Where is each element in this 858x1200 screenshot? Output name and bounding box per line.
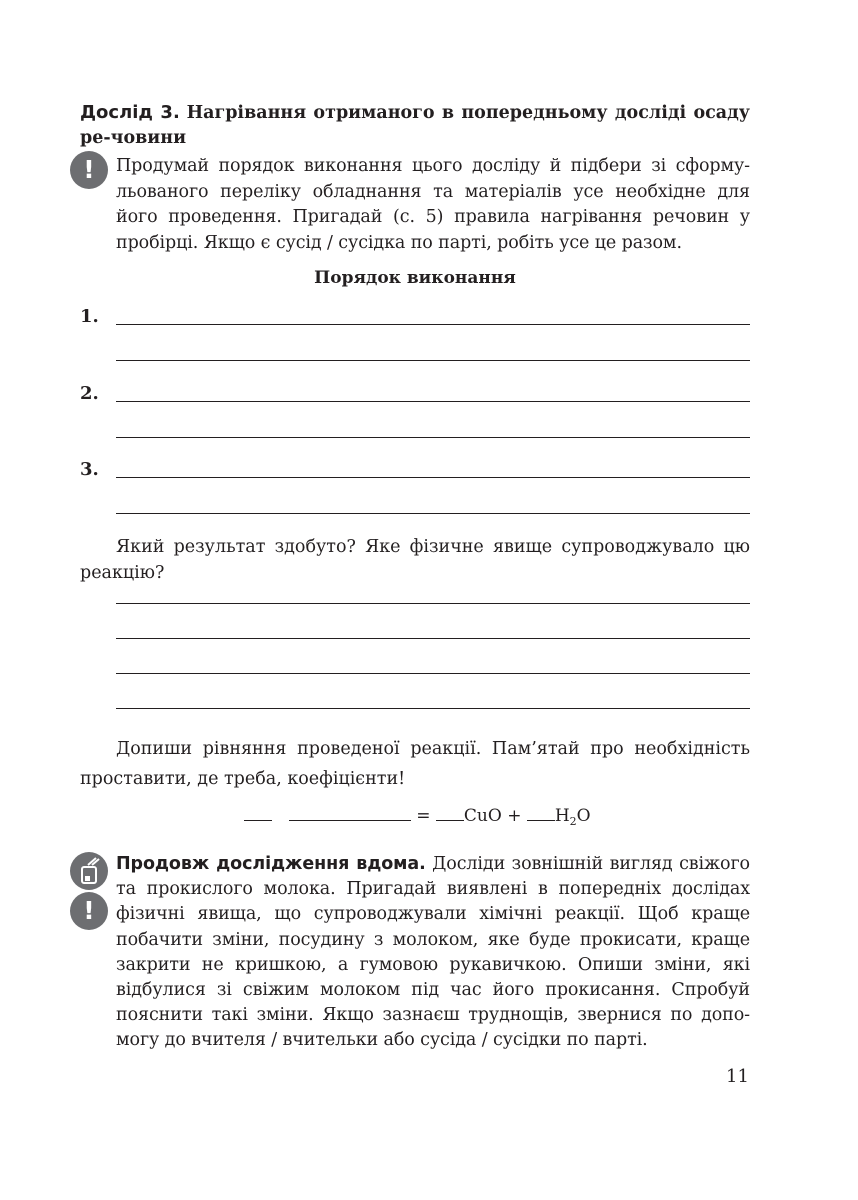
answer-line[interactable] — [116, 603, 750, 604]
answer-line[interactable] — [116, 401, 750, 402]
plus-sign: + — [507, 806, 522, 826]
equals-sign: = — [416, 806, 431, 826]
step-number: 3. — [80, 459, 99, 480]
product-water: $H_2O$ — [554, 806, 591, 828]
coefficient-blank[interactable] — [244, 819, 272, 821]
home-task-icon — [70, 852, 108, 890]
chemical-equation — [244, 806, 591, 826]
step-number: 2. — [80, 383, 99, 404]
coefficient-blank[interactable] — [436, 819, 464, 821]
coefficient-blank[interactable] — [527, 819, 555, 821]
home-research-text — [116, 852, 750, 1054]
answer-line[interactable] — [116, 708, 750, 709]
exclamation-icon: ! — [70, 892, 108, 930]
home-body: Досліди зовнішній вигляд свіжого та прокислого молока. Пригадай виявлені в попередніх дослідах фізичні явища, що супроводжували хімічні реакції. Щоб краще побачити зміни, посудину з молоком, яке буде прокисати, краще закрити не кришкою, а гумовою рукавичкою. Опиши зміни, які відбулися зі свіжим молоком під час його прокисання. Спробуй пояснити такі зміни. Якщо зазнаєш труднощів, звернися по допо-могу до вчителя / вчительки або сусіда / сусідки по парті. — [116, 854, 750, 1051]
experiment-title: Нагрівання отриманого в попередньому досліді осаду ре-човини — [80, 103, 750, 148]
home-label: Продовж дослідження вдома. — [116, 854, 426, 874]
procedure-title: Порядок виконання — [314, 268, 516, 288]
answer-line[interactable] — [116, 437, 750, 438]
instructions-text: Продумай порядок виконання цього досліду й підбери зі сформу-льованого переліку обладнання та матеріалів усе необхідне для його проведення. Пригадай (с. 5) правила нагрівання речовин у пробірці. Якщо є сусід / сусідка по парті, робіть усе це разом. — [116, 156, 750, 253]
experiment-heading — [80, 100, 750, 151]
page-number: 11 — [726, 1066, 749, 1087]
exclamation-icon: ! — [70, 151, 108, 189]
answer-line[interactable] — [116, 324, 750, 325]
equation-task: Допиши рівняння проведеної реакції. Пам’ятай про необхідність проставити, де треба, коефіцієнти! — [80, 739, 750, 789]
answer-line[interactable] — [116, 513, 750, 514]
answer-line[interactable] — [116, 673, 750, 674]
answer-line[interactable] — [116, 477, 750, 478]
step-number: 1. — [80, 306, 99, 327]
experiment-label: Дослід 3. — [80, 102, 180, 123]
result-question: Який результат здобуто? Яке фізичне явище супроводжувало цю реакцію? — [80, 537, 750, 583]
product-cuo: CuO — [463, 806, 502, 826]
reactant-blank[interactable] — [289, 819, 411, 821]
answer-line[interactable] — [116, 638, 750, 639]
answer-line[interactable] — [116, 360, 750, 361]
